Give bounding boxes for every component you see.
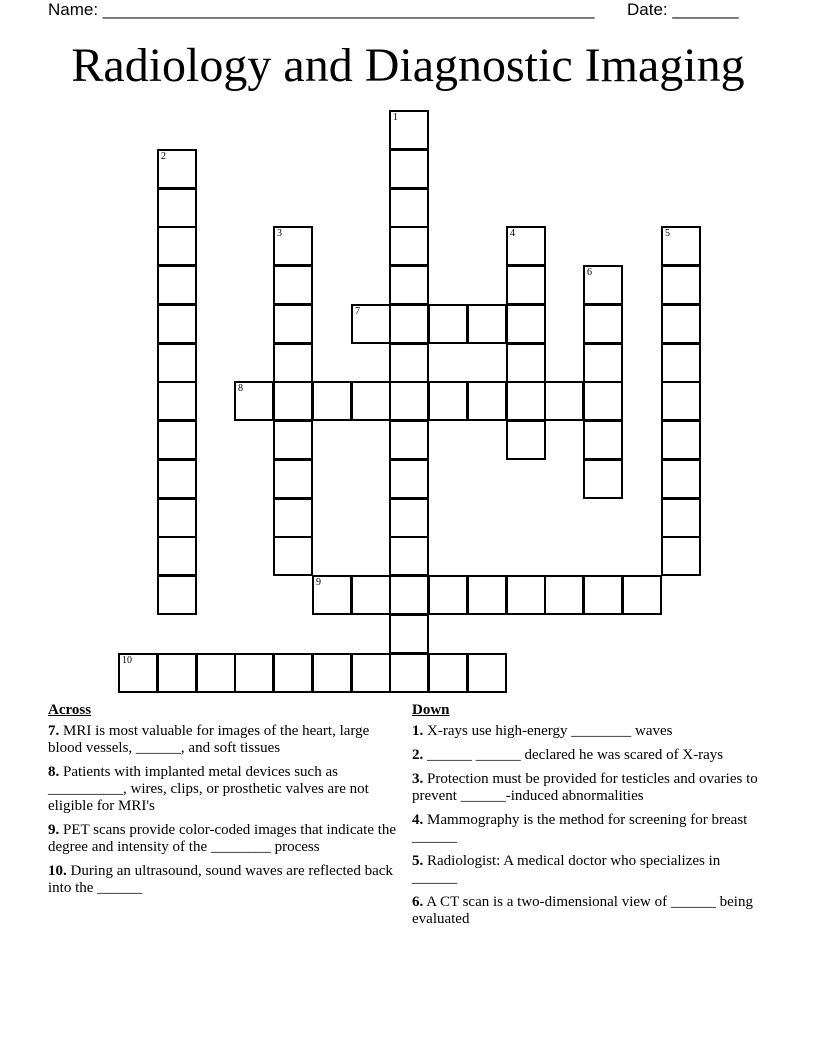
across-clues bbox=[48, 702, 404, 904]
grid-cell[interactable] bbox=[583, 381, 623, 421]
grid-cell[interactable] bbox=[389, 575, 429, 615]
grid-cell[interactable] bbox=[661, 536, 701, 576]
grid-cell[interactable] bbox=[351, 381, 391, 421]
grid-cell[interactable] bbox=[506, 420, 546, 460]
grid-cell[interactable] bbox=[467, 304, 507, 344]
clue-number: 8 bbox=[238, 383, 243, 394]
grid-cell[interactable] bbox=[389, 304, 429, 344]
grid-cell[interactable] bbox=[583, 265, 623, 305]
grid-cell[interactable] bbox=[544, 575, 584, 615]
grid-cell[interactable] bbox=[157, 265, 197, 305]
grid-cell[interactable] bbox=[661, 304, 701, 344]
clue-down-3: 3. Protection must be provided for testicles and ovaries to prevent ______-induced abnormalities bbox=[412, 771, 758, 804]
clue-across-7: 7. MRI is most valuable for images of the heart, large blood vessels, ______, and soft tissues bbox=[48, 723, 370, 756]
clue-number: 3 bbox=[277, 228, 282, 239]
grid-cell[interactable] bbox=[157, 459, 197, 499]
grid-cell[interactable] bbox=[583, 459, 623, 499]
clue-across-9: 9. PET scans provide color-coded images that indicate the degree and intensity of the ________ process bbox=[48, 822, 397, 855]
grid-cell[interactable] bbox=[389, 110, 429, 150]
grid-cell[interactable] bbox=[273, 304, 313, 344]
grid-cell[interactable] bbox=[583, 343, 623, 383]
grid-cell[interactable] bbox=[273, 459, 313, 499]
down-heading: Down bbox=[412, 702, 450, 718]
grid-cell[interactable] bbox=[273, 536, 313, 576]
grid-cell[interactable] bbox=[273, 498, 313, 538]
grid-cell[interactable] bbox=[157, 304, 197, 344]
grid-cell[interactable] bbox=[234, 653, 274, 693]
grid-cell[interactable] bbox=[273, 226, 313, 266]
clue-number: 1 bbox=[393, 112, 398, 123]
grid-cell[interactable] bbox=[506, 304, 546, 344]
grid-cell[interactable] bbox=[506, 265, 546, 305]
clue-number: 2 bbox=[161, 151, 166, 162]
grid-cell[interactable] bbox=[157, 343, 197, 383]
name-field-label: Name: ____________________________________________________ bbox=[48, 0, 595, 19]
grid-cell[interactable] bbox=[157, 575, 197, 615]
grid-cell[interactable] bbox=[273, 653, 313, 693]
grid-cell[interactable] bbox=[351, 653, 391, 693]
clue-down-5: 5. Radiologist: A medical doctor who specializes in ______ bbox=[412, 853, 721, 886]
grid-cell[interactable] bbox=[661, 381, 701, 421]
clue-number: 10 bbox=[122, 655, 132, 666]
grid-cell[interactable] bbox=[467, 575, 507, 615]
grid-cell[interactable] bbox=[389, 459, 429, 499]
grid-cell[interactable] bbox=[157, 226, 197, 266]
grid-cell[interactable] bbox=[389, 343, 429, 383]
grid-cell[interactable] bbox=[506, 575, 546, 615]
grid-cell[interactable] bbox=[661, 226, 701, 266]
grid-cell[interactable] bbox=[389, 149, 429, 189]
grid-cell[interactable] bbox=[506, 226, 546, 266]
grid-cell[interactable] bbox=[583, 575, 623, 615]
grid-cell[interactable] bbox=[312, 381, 352, 421]
grid-cell[interactable] bbox=[428, 304, 468, 344]
grid-cell[interactable] bbox=[389, 188, 429, 228]
down-clues bbox=[412, 702, 762, 935]
grid-cell[interactable] bbox=[661, 420, 701, 460]
grid-cell[interactable] bbox=[661, 343, 701, 383]
grid-cell[interactable] bbox=[389, 381, 429, 421]
grid-cell[interactable] bbox=[544, 381, 584, 421]
grid-cell[interactable] bbox=[467, 653, 507, 693]
grid-cell[interactable] bbox=[583, 304, 623, 344]
clue-across-8: 8. Patients with implanted metal devices such as __________, wires, clips, or prosthetic valves are not eligible for MRI's bbox=[48, 764, 369, 814]
grid-cell[interactable] bbox=[273, 381, 313, 421]
grid-cell[interactable] bbox=[196, 653, 236, 693]
grid-cell[interactable] bbox=[157, 653, 197, 693]
grid-cell[interactable] bbox=[661, 265, 701, 305]
grid-cell[interactable] bbox=[467, 381, 507, 421]
grid-cell[interactable] bbox=[157, 381, 197, 421]
grid-cell[interactable] bbox=[351, 575, 391, 615]
grid-cell[interactable] bbox=[389, 226, 429, 266]
grid-cell[interactable] bbox=[118, 653, 158, 693]
puzzle-title: Radiology and Diagnostic Imaging bbox=[71, 39, 745, 92]
grid-cell[interactable] bbox=[351, 304, 391, 344]
grid-cell[interactable] bbox=[661, 498, 701, 538]
grid-cell[interactable] bbox=[583, 420, 623, 460]
clue-down-2: 2. ______ ______ declared he was scared of X-rays bbox=[412, 747, 724, 763]
grid-cell[interactable] bbox=[428, 575, 468, 615]
grid-cell[interactable] bbox=[428, 653, 468, 693]
clue-number: 5 bbox=[665, 228, 670, 239]
grid-cell[interactable] bbox=[389, 653, 429, 693]
clue-down-1: 1. X-rays use high-energy ________ waves bbox=[412, 723, 673, 739]
grid-cell[interactable] bbox=[312, 653, 352, 693]
grid-cell[interactable] bbox=[157, 420, 197, 460]
grid-cell[interactable] bbox=[157, 536, 197, 576]
clue-number: 7 bbox=[355, 306, 360, 317]
grid-cell[interactable] bbox=[273, 343, 313, 383]
clue-number: 6 bbox=[587, 267, 592, 278]
grid-cell[interactable] bbox=[157, 498, 197, 538]
date-field-label: Date: _______ bbox=[627, 0, 739, 19]
grid-cell[interactable] bbox=[661, 459, 701, 499]
grid-cell[interactable] bbox=[157, 188, 197, 228]
across-heading: Across bbox=[48, 702, 92, 718]
grid-cell[interactable] bbox=[389, 536, 429, 576]
grid-cell[interactable] bbox=[273, 265, 313, 305]
clue-down-4: 4. Mammography is the method for screening for breast ______ bbox=[412, 812, 748, 845]
clue-down-6: 6. A CT scan is a two-dimensional view of ______ being evaluated bbox=[412, 894, 753, 927]
grid-cell[interactable] bbox=[622, 575, 662, 615]
grid-cell[interactable] bbox=[428, 381, 468, 421]
grid-cell[interactable] bbox=[273, 420, 313, 460]
grid-cell[interactable] bbox=[506, 343, 546, 383]
clue-number: 9 bbox=[316, 577, 321, 588]
clue-number: 4 bbox=[510, 228, 515, 239]
grid-cell[interactable] bbox=[389, 498, 429, 538]
grid-cell[interactable] bbox=[506, 381, 546, 421]
grid-cell[interactable] bbox=[234, 381, 274, 421]
grid-cell[interactable] bbox=[312, 575, 352, 615]
grid-cell[interactable] bbox=[389, 614, 429, 654]
grid-cell[interactable] bbox=[389, 420, 429, 460]
clue-across-10: 10. During an ultrasound, sound waves are reflected back into the ______ bbox=[48, 863, 393, 896]
grid-cell[interactable] bbox=[389, 265, 429, 305]
grid-cell[interactable] bbox=[157, 149, 197, 189]
